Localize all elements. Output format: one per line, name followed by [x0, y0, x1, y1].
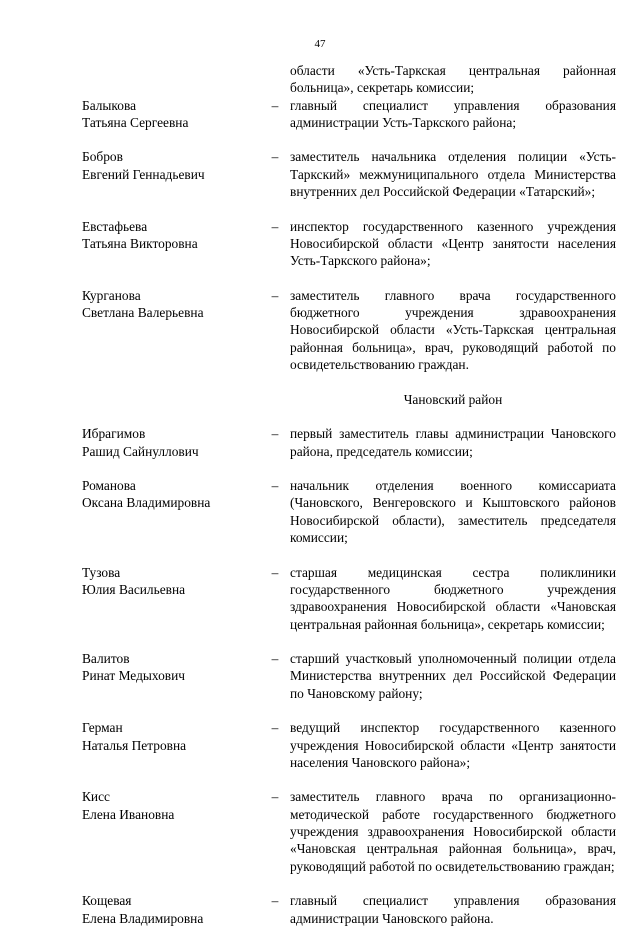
document-body — [82, 62, 616, 927]
dash-separator: – — [271, 789, 279, 805]
member-entry — [82, 287, 616, 373]
member-position: старший участковый уполномоченный полиции отдела Министерства внутренних дел Российской Федерации по Чановскому району; — [290, 651, 616, 701]
member-position: главный специалист управления образования администрации Усть-Таркского района; — [290, 97, 616, 130]
member-list-ust-tarka — [82, 97, 616, 374]
member-name: Кощевая Елена Владимировна — [82, 893, 204, 926]
member-name: Валитов Ринат Медыхович — [82, 651, 185, 684]
member-entry — [82, 788, 616, 874]
dash-separator: – — [271, 426, 279, 442]
member-name: Герман Наталья Петровна — [82, 720, 187, 753]
member-name: Ибрагимов Рашид Сайнуллович — [82, 426, 199, 459]
page-number: 47 — [314, 38, 326, 50]
member-position: заместитель главного врача по организационно-методической работе государственного бюджетного учреждения здравоохранения Новосибирской области «Чановская центральная районная больница», врач, руководящий работой по освидетельствованию граждан; — [290, 789, 616, 874]
member-entry — [82, 425, 616, 460]
continuation-text: области «Усть-Таркская центральная районная больница», секретарь комиссии; — [290, 63, 616, 96]
member-entry — [82, 719, 616, 771]
member-name: Романова Оксана Владимировна — [82, 478, 211, 511]
member-position: главный специалист управления образования администрации Чановского района. — [290, 893, 616, 926]
member-position: старшая медицинская сестра поликлиники государственного бюджетного учреждения здравоохранения Новосибирской области «Чановская центральная районная больница», секретарь комиссии; — [290, 564, 616, 632]
member-position: заместитель главного врача государственного бюджетного учреждения здравоохранения Новосибирской области «Усть-Таркская центральная районная больница», врач, руководящий работой по освидетельствованию граждан. — [290, 287, 616, 373]
member-entry — [82, 892, 616, 927]
dash-separator: – — [271, 218, 279, 234]
member-entry — [82, 650, 616, 702]
dash-separator: – — [271, 651, 279, 667]
member-name: Балыкова Татьяна Сергеевна — [82, 97, 189, 130]
member-list-chany — [82, 425, 616, 927]
member-name: Тузова Юлия Васильевна — [82, 564, 186, 597]
member-position: инспектор государственного казенного учреждения Новосибирской области «Центр занятости населения Усть-Таркского района»; — [290, 218, 616, 269]
member-position: начальник отделения военного комиссариата (Чановского, Венгеровского и Кыштовского районов Новосибирской области), заместитель председателя комиссии; — [290, 478, 616, 546]
section-title: Чановский район — [403, 391, 503, 407]
dash-separator: – — [271, 893, 279, 909]
member-entry — [82, 218, 616, 270]
member-entry — [82, 97, 616, 132]
member-entry — [82, 477, 616, 546]
member-name: Евстафьева Татьяна Викторовна — [82, 218, 198, 251]
member-name: Курганова Светлана Валерьевна — [82, 287, 204, 321]
dash-separator: – — [271, 149, 279, 165]
member-name: Бобров Евгений Геннадьевич — [82, 149, 205, 182]
member-position: первый заместитель главы администрации Чановского района, председатель комиссии; — [290, 426, 616, 459]
dash-separator: – — [271, 564, 279, 580]
dash-separator: – — [271, 720, 279, 736]
member-entry — [82, 148, 616, 200]
dash-separator: – — [271, 287, 279, 303]
dash-separator: – — [271, 478, 279, 494]
member-entry — [82, 564, 616, 633]
dash-separator: – — [271, 97, 279, 113]
member-position: заместитель начальника отделения полиции «Усть-Таркский» межмуниципального отдела Министерства внутренних дел Российской Федерации «Татарский»; — [290, 149, 616, 200]
member-name: Кисс Елена Ивановна — [82, 789, 175, 822]
member-position: ведущий инспектор государственного казенного учреждения Новосибирской области «Центр занятости населения Чановского района»; — [290, 720, 616, 770]
